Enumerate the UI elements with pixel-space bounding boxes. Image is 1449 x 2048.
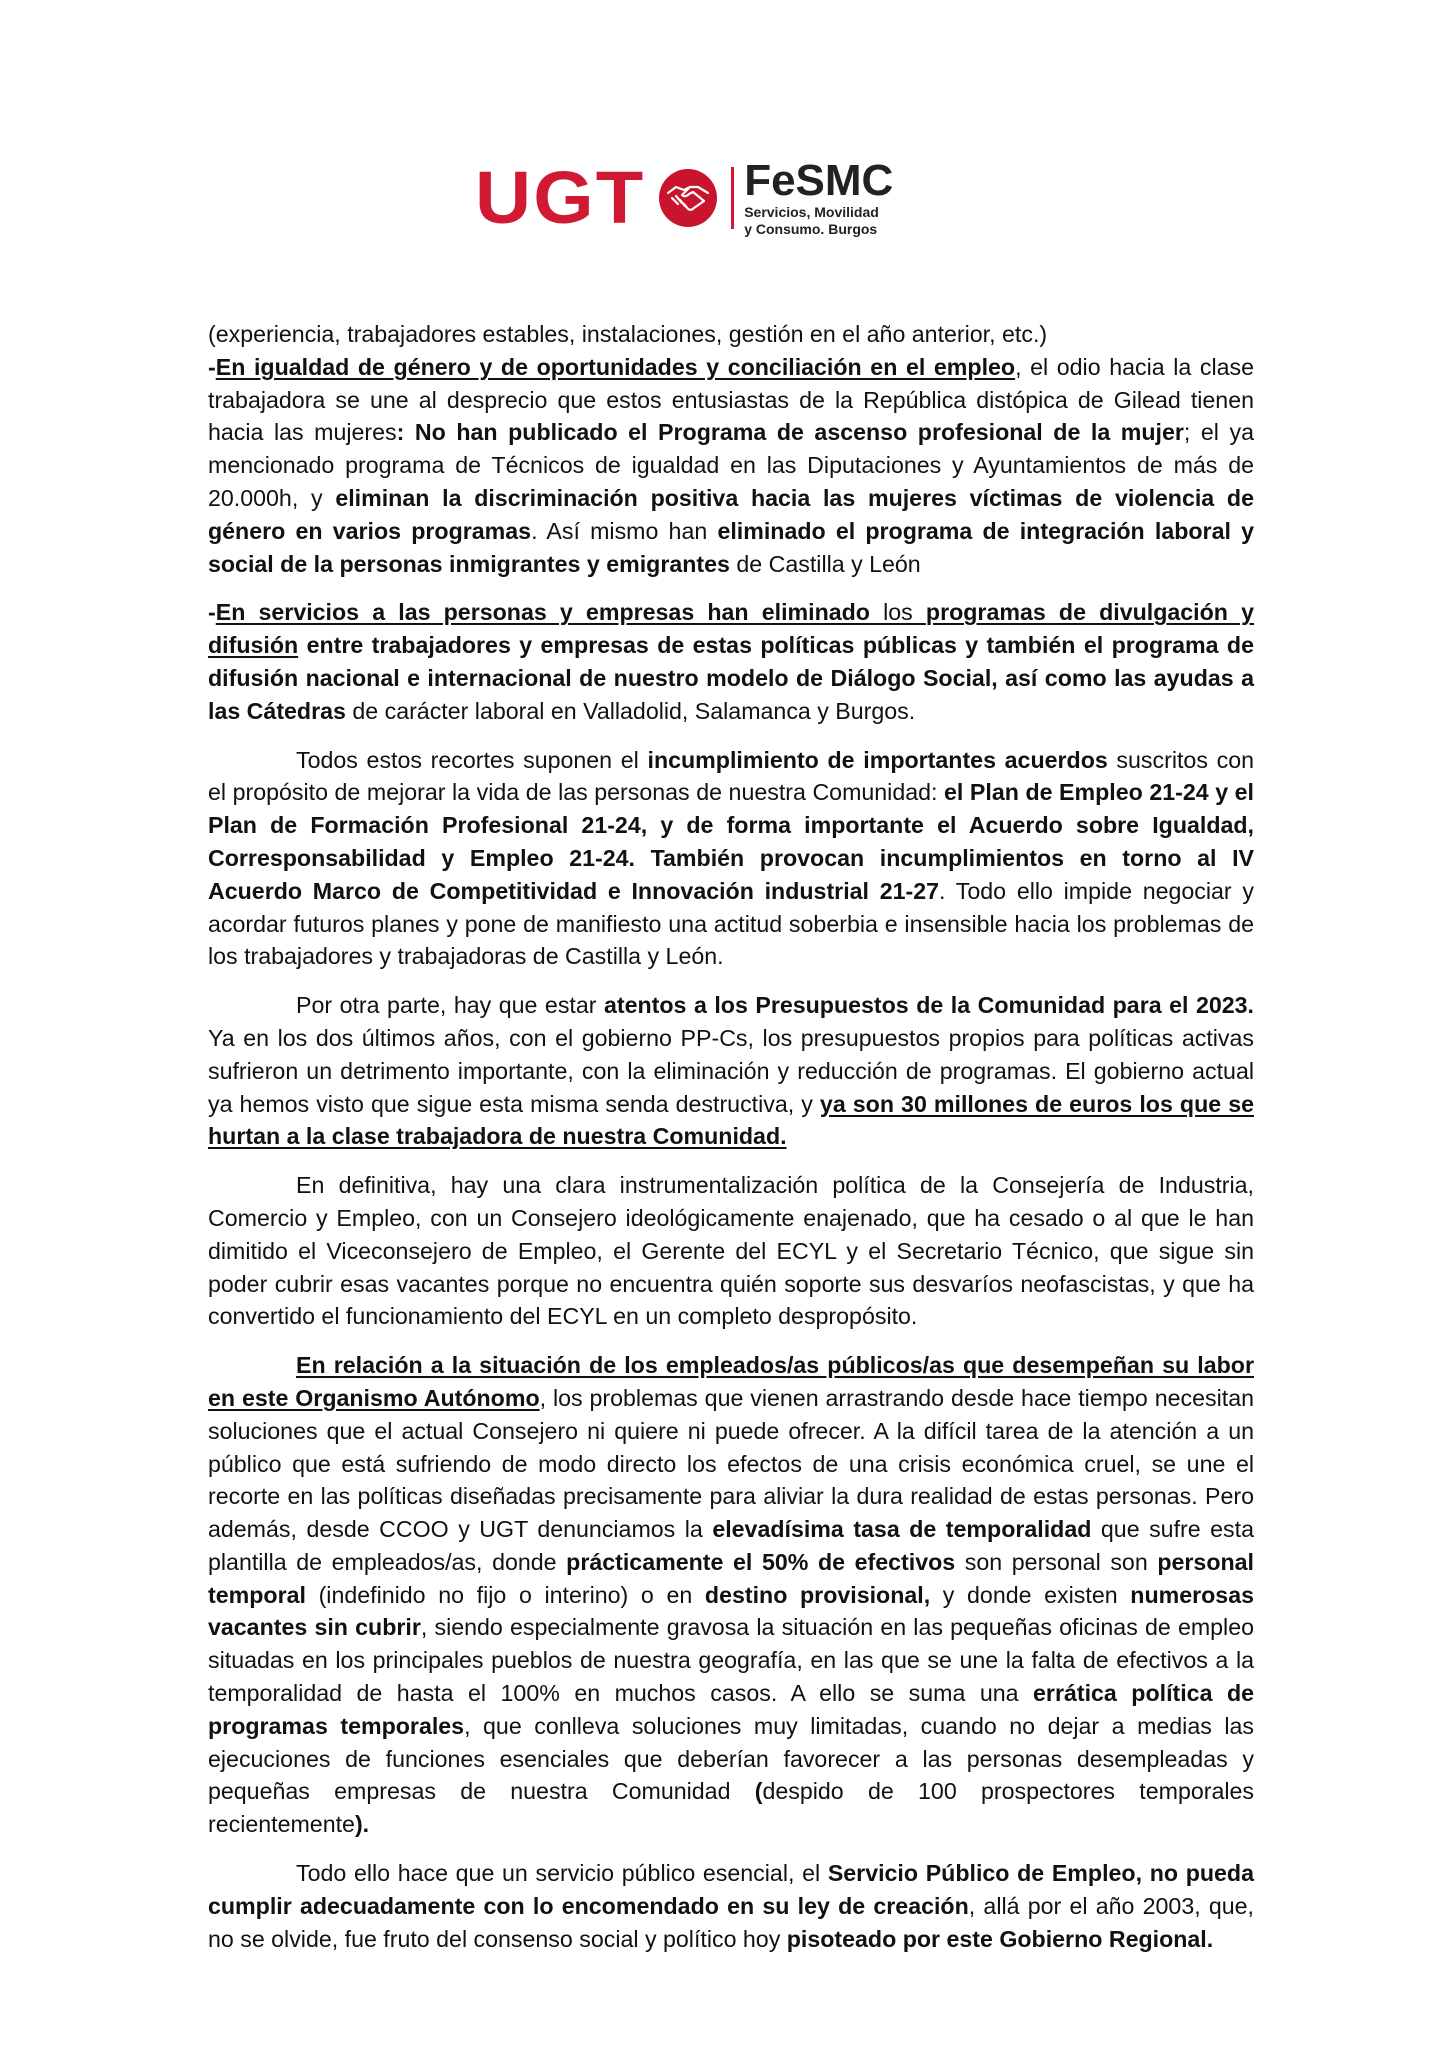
- paragraph: [208, 596, 1254, 727]
- text-segment: ).: [354, 1811, 370, 1838]
- text-segment: ; el ya mencionado programa de Técnicos de igualdad en las Diputaciones y Ayuntamientos de más de 20.000h, y: [208, 419, 1254, 511]
- text-segment: (experiencia, trabajadores estables, instalaciones, gestión en el año anterior, etc.): [208, 321, 1048, 347]
- text-segment: En definitiva, hay una clara instrumentalización política de la Consejería de Industria, Comercio y Empleo, con un Consejero ideológicamente enajenado, que ha cesado o al que le han dimitido el Viceconsejero de Empleo, el Gerente del ECYL y el Secretario Técnico, que sigue sin poder cubrir esas vacantes porque no encuentra quién soporte sus desvaríos neofascistas, y que ha convertido el funcionamiento del ECYL en un completo despropósito.: [208, 1172, 1254, 1330]
- text-segment: elevadísima tasa de temporalidad: [712, 1516, 1092, 1543]
- text-segment: , el odio hacia la clase trabajadora se une al desprecio que estos entusiastas de la República distópica de Gilead tienen hacia las mujeres: [208, 353, 1254, 446]
- handshake-icon: [659, 169, 717, 227]
- text-segment: el Plan de Empleo 21-24 y el Plan de Formación Profesional 21-24, y de forma importante el Acuerdo sobre Igualdad, Corresponsabilidad y Empleo 21-24. También provocan incumplimientos en torno al IV Acuerdo Marco de Competitividad e Innovación industrial 21-27: [208, 779, 1254, 904]
- ugt-fesmc-logo: [475, 158, 893, 238]
- paragraph: [208, 351, 1254, 581]
- text-segment: los: [869, 599, 926, 626]
- text-segment: personal temporal: [208, 1548, 1254, 1608]
- text-segment: , que conlleva soluciones muy limitadas, cuando no dejar a medias las ejecuciones de funciones esenciales que deberían favorecer a las personas desempleadas y pequeñas empresas de nuestra Comunidad: [208, 1712, 1254, 1805]
- paragraph-gap: [208, 1841, 1254, 1857]
- text-segment: , siendo especialmente gravosa la situación en las pequeñas oficinas de empleo situadas en los principales pueblos de nuestra geografía, en las que se une la falta de efectivos a la temporalidad de hasta el 100% en muchos casos. A ello se suma una: [208, 1614, 1254, 1707]
- text-segment: En servicios a las personas y empresas han eliminado: [215, 599, 870, 626]
- text-segment: que sufre esta plantilla de empleados/as, donde: [208, 1516, 1254, 1575]
- paragraph-gap: [208, 1333, 1254, 1349]
- text-segment: Por otra parte, hay que estar: [296, 992, 604, 1019]
- paragraph: [208, 1857, 1254, 1955]
- text-segment: , los problemas que vienen arrastrando desde hace tiempo necesitan soluciones que el actual Consejero ni quiere ni puede ofrecer. A la difícil tarea de la atención a un público que está sufriendo de modo directo los efectos de una crisis económica cruel, se une el recorte en las políticas diseñadas precisamente para aliviar la dura realidad de estas personas. Pero además, desde CCOO y UGT denunciamos la: [208, 1384, 1254, 1543]
- logo-subtitle-line1: Servicios, Movilidad: [744, 204, 879, 220]
- document-body: [208, 318, 1254, 1955]
- text-segment: incumplimiento de importantes acuerdos: [647, 746, 1108, 773]
- text-segment: , allá por el año 2003, que, no se olvide, fue fruto del consenso social y político hoy: [208, 1892, 1255, 1952]
- text-segment: son personal son: [955, 1548, 1158, 1575]
- text-segment: ya son 30 millones de euros los que se hurtan a la clase trabajadora de nuestra Comunidad.: [208, 1090, 1254, 1150]
- paragraph: [208, 1349, 1254, 1841]
- text-segment: : No han publicado el Programa de ascenso profesional de la mujer: [396, 419, 1184, 446]
- paragraph-gap: [208, 1153, 1254, 1169]
- logo-divider: [731, 167, 734, 229]
- text-segment: (: [754, 1778, 763, 1805]
- text-segment: En relación a la situación de los empleados/as públicos/as que desempeñan su labor en este Organismo Autónomo: [208, 1352, 1254, 1411]
- paragraph: [208, 989, 1254, 1153]
- logo-federation-name: FeSMC: [744, 156, 894, 205]
- text-segment: eliminan la discriminación positiva hacia las mujeres víctimas de violencia de género en varios programas: [208, 484, 1254, 544]
- text-segment: (indefinido no fijo o interino) o en: [305, 1581, 705, 1608]
- text-segment: programas de divulgación y difusión: [208, 599, 1255, 659]
- text-segment: entre trabajadores y empresas de estas políticas públicas y también el programa de difusión nacional e internacional de nuestro modelo de Diálogo Social, así como las ayudas a las Cátedras: [208, 632, 1254, 724]
- text-segment: y donde existen: [930, 1581, 1131, 1608]
- logo-subtitle-line2: y Consumo. Burgos: [744, 221, 878, 237]
- text-segment: despido de 100 prospectores temporales recientemente: [208, 1778, 1254, 1838]
- logo-brand-text: UGT: [475, 156, 646, 239]
- paragraph: [208, 1169, 1254, 1333]
- text-segment: . Todo ello impide negociar y acordar futuros planes y pone de manifiesto una actitud soberbia e insensible hacia los problemas de los trabajadores y trabajadoras de Castilla y León.: [208, 877, 1254, 970]
- paragraph-gap: [208, 580, 1254, 596]
- text-segment: de Castilla y León: [729, 550, 921, 577]
- text-segment: prácticamente el 50% de efectivos: [566, 1548, 956, 1575]
- text-segment: Ya en los dos últimos años, con el gobierno PP-Cs, los presupuestos propios para políticas activas sufrieron un detrimento importante, con la eliminación y reducción de programas. El gobierno actual ya hemos visto que sigue esta misma senda destructiva, y: [208, 1024, 1254, 1117]
- text-segment: errática política de programas temporales: [208, 1680, 1255, 1739]
- text-segment: -: [208, 353, 216, 380]
- text-segment: Todo ello hace que un servicio público esencial, el: [296, 1860, 828, 1887]
- text-segment: . Así mismo han: [531, 517, 718, 544]
- paragraph: [208, 744, 1254, 974]
- text-segment: Servicio Público de Empleo, no pueda cumplir adecuadamente con lo encomendado en su ley de creación: [208, 1860, 1254, 1919]
- text-segment: eliminado el programa de integración laboral y social de la personas inmigrantes y emigrantes: [208, 517, 1254, 577]
- text-segment: En igualdad de género y de oportunidades y conciliación en el empleo: [215, 353, 1016, 380]
- paragraph-gap: [208, 973, 1254, 989]
- text-segment: destino provisional,: [704, 1581, 931, 1608]
- paragraph: [208, 318, 1254, 351]
- text-segment: pisoteado por este Gobierno Regional.: [786, 1925, 1214, 1952]
- text-segment: -: [208, 599, 216, 626]
- paragraph-gap: [208, 728, 1254, 744]
- text-segment: numerosas vacantes sin cubrir: [208, 1581, 1254, 1641]
- text-segment: Todos estos recortes suponen el: [296, 746, 648, 773]
- logo-federation: [744, 156, 894, 237]
- text-segment: suscritos con el propósito de mejorar la vida de las personas de nuestra Comunidad:: [208, 746, 1254, 806]
- text-segment: de carácter laboral en Valladolid, Salamanca y Burgos.: [345, 697, 916, 724]
- text-segment: atentos a los Presupuestos de la Comunidad para el 2023.: [603, 992, 1254, 1019]
